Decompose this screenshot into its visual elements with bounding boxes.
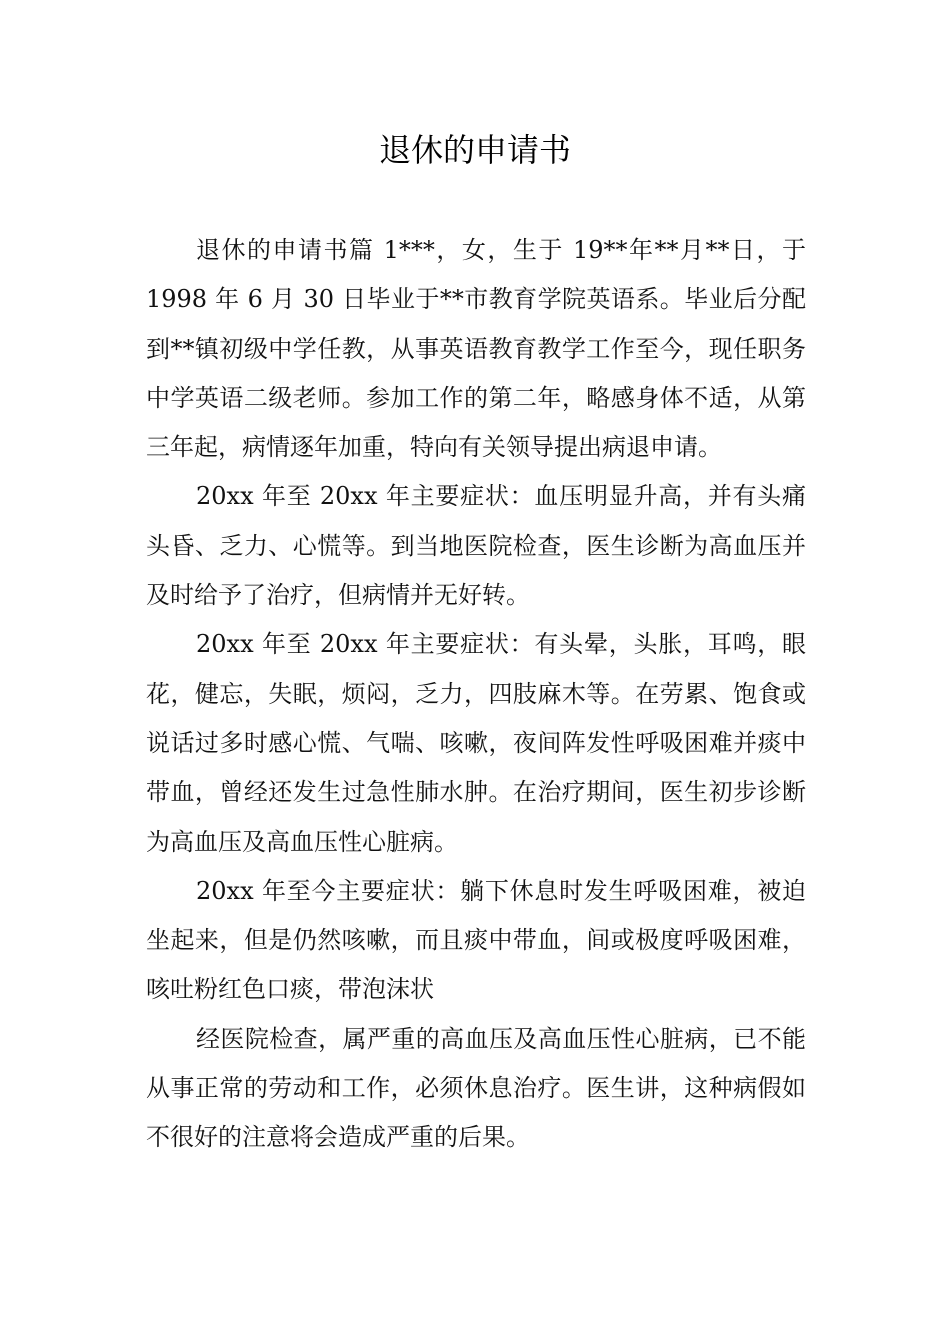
document-body bbox=[146, 226, 806, 1163]
paragraph-1: 退休的申请书篇 1***，女，生于 19**年**月**日，于 1998 年 6 月 30 日毕业于**市教育学院英语系。毕业后分配到**镇初级中学任教，从事英语教育教学工作至今，现任职务中学英语二级老师。参加工作的第二年，略感身体不适，从第三年起，病情逐年加重，特向有关领导提出病退申请。 bbox=[146, 236, 806, 462]
paragraph-3: 20xx 年至 20xx 年主要症状：有头晕，头胀，耳鸣，眼花，健忘，失眠，烦闷，乏力，四肢麻木等。在劳累、饱食或说话过多时感心慌、气喘、咳嗽，夜间阵发性呼吸困难并痰中带血，曾经还发生过急性肺水肿。在治疗期间，医生初步诊断为高血压及高血压性心脏病。 bbox=[146, 630, 806, 856]
paragraph-4: 20xx 年至今主要症状：躺下休息时发生呼吸困难，被迫坐起来，但是仍然咳嗽，而且痰中带血，间或极度呼吸困难，咳吐粉红色口痰，带泡沫状 bbox=[146, 876, 806, 1004]
paragraph-5: 经医院检查，属严重的高血压及高血压性心脏病，已不能从事正常的劳动和工作，必须休息治疗。医生讲，这种病假如不很好的注意将会造成严重的后果。 bbox=[146, 1024, 806, 1152]
document-title: 退休的申请书 bbox=[378, 131, 571, 169]
paragraph-2: 20xx 年至 20xx 年主要症状：血压明显升高，并有头痛头昏、乏力、心慌等。到当地医院检查，医生诊断为高血压并及时给予了治疗，但病情并无好转。 bbox=[146, 482, 806, 610]
